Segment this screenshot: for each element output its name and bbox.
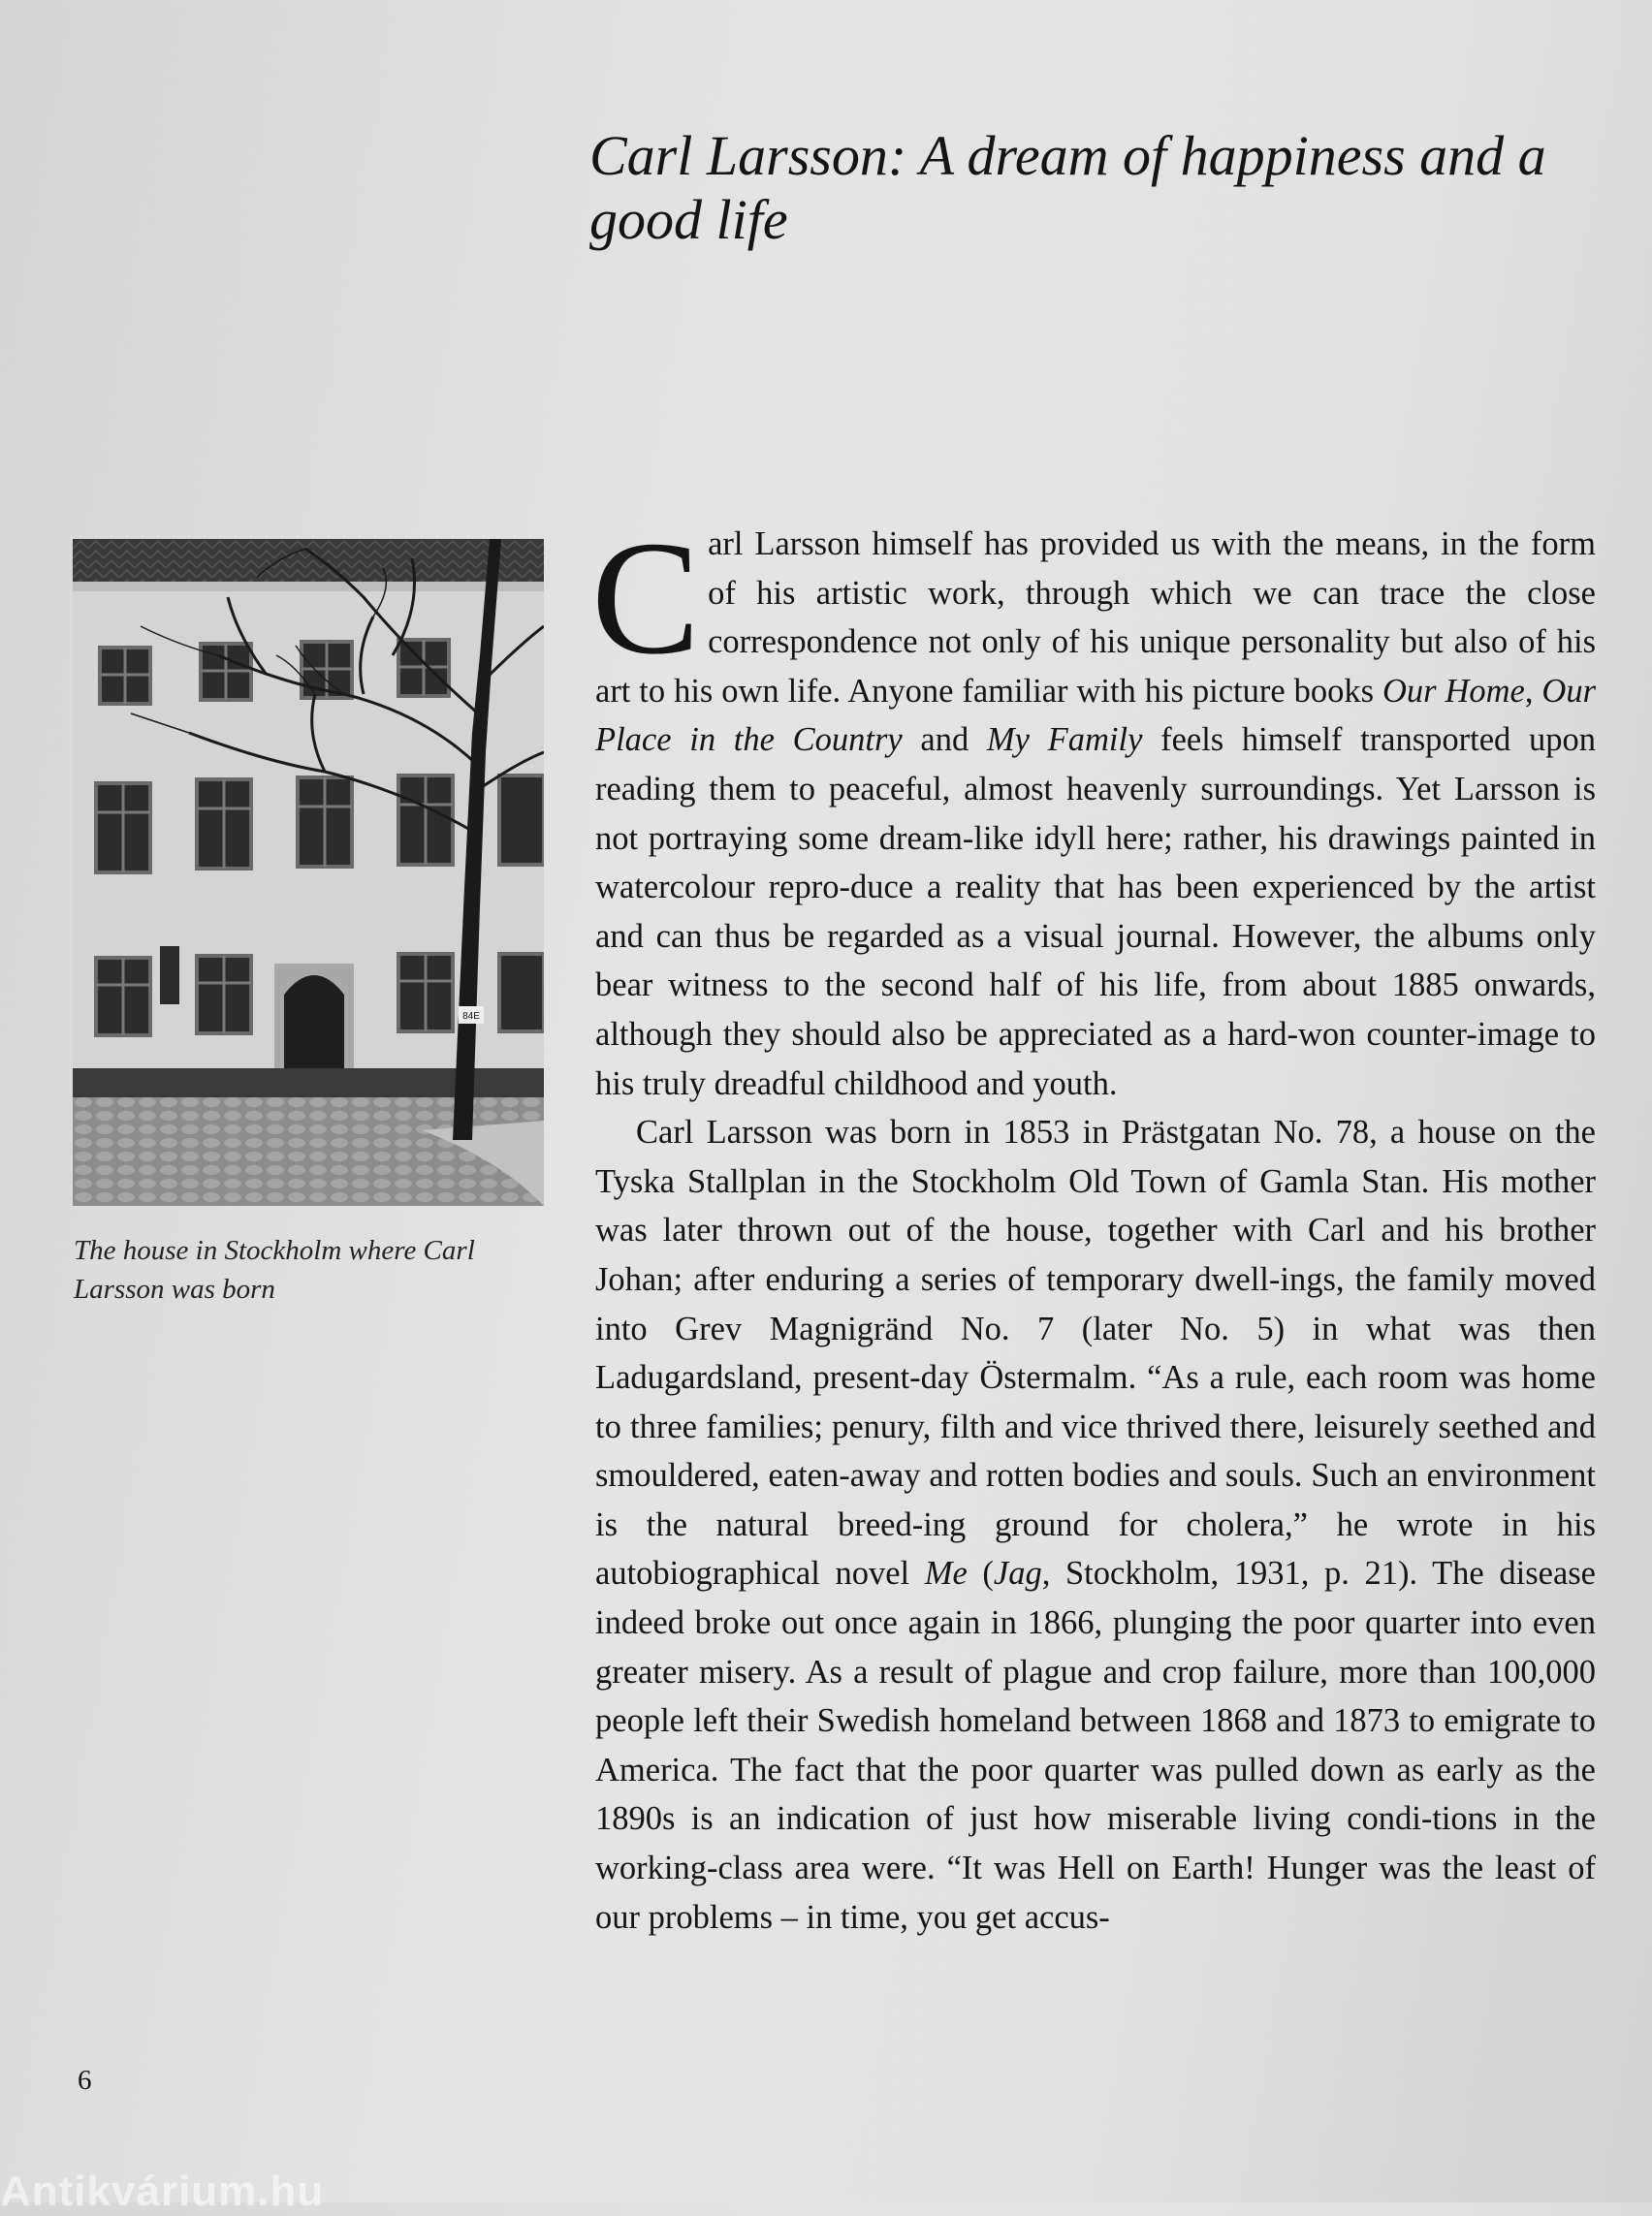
book-title-our-place: Our Place in the Country <box>595 672 1596 759</box>
novel-title-me: Me <box>924 1555 968 1593</box>
paragraph-1 <box>591 508 1597 1108</box>
page-title: Carl Larsson: A dream of happiness and a good life <box>589 124 1546 251</box>
watermark: Antikvárium.hu <box>0 2168 325 2215</box>
p1-text-4: feels himself transported upon reading them to peaceful, almost heavenly surroundings. Yet Larsson is not portraying some dream-like idyll here; rather, his drawings painted in watercolour repro-duce a reality that has been experienced by the artist and can thus be regarded as a visual journal. However, the albums only bear witness to the second half of his life, from about 1885 onwards, although they should also be appreciated as a hard-won counter-image to his truly dreadful childhood and youth. <box>595 721 1597 1102</box>
book-title-our-home: Our Home <box>1382 672 1525 710</box>
drop-cap: C <box>591 508 701 688</box>
p2-text-1: Carl Larsson was born in 1853 in Prästgatan No. 78, a house on the Tyska Stallplan in the Stockholm Old Town of Gamla Stan. His mother was later thrown out of the house, together with Carl and his brother Johan; after enduring a series of temporary dwell-ings, the family moved into Grev Magnigränd No. 7 (later No. 5) in what was then Ladugardsland, present-day Östermalm. “As a rule, each room was home to three families; penury, filth and vice thrived there, leisurely seethed and smouldered, eaten-away and rotten bodies and souls. Such an environment is the natural breed-ing ground for cholera,” he wrote in his autobiographical novel <box>595 1114 1596 1593</box>
p1-text-3: and <box>902 721 987 759</box>
photo-caption: The house in Stockholm where Carl Larsson was born <box>74 1235 475 1305</box>
page-number: 6 <box>78 2065 92 2096</box>
p2-text-2: ( <box>967 1555 994 1593</box>
paragraph-2 <box>595 1108 1596 1942</box>
book-title-my-family: My Family <box>986 721 1143 759</box>
p1-text-2: , <box>1524 672 1542 710</box>
house-photo <box>73 539 544 1206</box>
tree-sign-text: 84E <box>462 1011 480 1022</box>
p1-text-1: arl Larsson himself has provided us with the means, in the form of his artistic work, through which we can trace the close correspondence not only of his unique personality but also of his art to his own life. Anyone familiar with his picture books <box>595 525 1596 710</box>
novel-title-jag: Jag <box>993 1555 1042 1593</box>
p2-text-3: , Stockholm, 1931, p. 21). The disease indeed broke out once again in 1866, plunging the poor quarter into even greater misery. As a result of plague and crop failure, more than 100,000 people left their Swedish homeland between 1868 and 1873 to emigrate to America. The fact that the poor quarter was pulled down as early as the 1890s is an indication of just how miserable living condi-tions in the working-class area were. “It was Hell on Earth! Hunger was the least of our problems – in time, you get accus- <box>595 1555 1596 1936</box>
article-body <box>591 508 1597 1942</box>
